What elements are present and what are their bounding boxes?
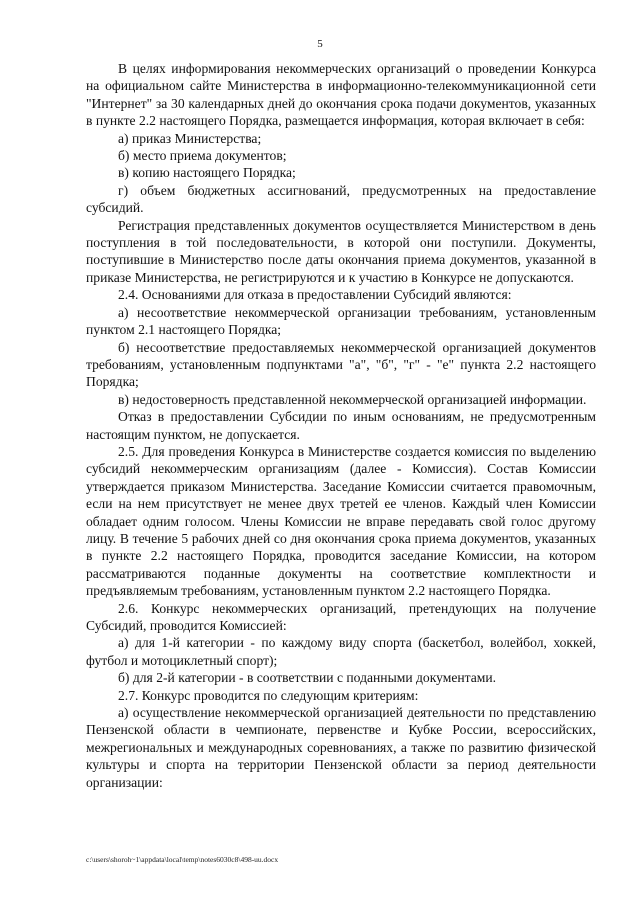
list-item-copy: в) копию настоящего Порядка; xyxy=(118,165,296,181)
list-item-order: а) приказ Министерства; xyxy=(118,130,262,146)
list-item-budget: г) объем бюджетных ассигнований, предусмотренных на предоставление субсидий. xyxy=(86,182,596,216)
list-item-refusal-a: а) несоответствие некоммерческой организации требованиям, установленным пунктом 2.1 настоящего Порядка; xyxy=(86,304,596,338)
list-item-place: б) место приема документов; xyxy=(118,148,287,164)
section-2-5: 2.5. Для проведения Конкурса в Министерстве создается комиссия по выделению субсидий некоммерческим организациям (далее - Комиссия). Состав Комиссии утверждается приказом Министерства. Заседание Комиссии считается правомочным, если на нем присутствует не менее двух третей ее членов. Каждый член Комиссии обладает одним голосом. Члены Комиссии не вправе передавать свой голос другому лицу. В течение 5 рабочих дней со дня окончания срока приема документов, указанных в пункте 2.2 настоящего Порядка, проводится заседание Комиссии, на котором рассматриваются поданные документы на соответствие комплектности и предъявляемым требованиям, установленным пунктом 2.2 настоящего Порядка. xyxy=(86,443,596,599)
section-2-4-heading: 2.4. Основаниями для отказа в предоставлении Субсидий являются: xyxy=(118,287,512,303)
footer-file-path: c:\users\shoroh~1\appdata\local\temp\notes6030c8\498-uu.docx xyxy=(86,855,279,864)
paragraph-info-intro: В целях информирования некоммерческих организаций о проведении Конкурса на официальном сайте Министерства в информационно-телекоммуникационной сети "Интернет" за 30 календарных дней до окончания срока подачи документов, указанных в пункте 2.2 настоящего Порядка, размещается информация, которая включает в себя: xyxy=(86,61,596,129)
list-item-category-1: а) для 1-й категории - по каждому виду спорта (баскетбол, волейбол, хоккей, футбол и мотоциклетный спорт); xyxy=(86,635,596,668)
list-item-refusal-b: б) несоответствие предоставляемых некоммерческой организацией документов требованиям, установленным подпунктами "а", "б", "г" - "е" пункта 2.2 настоящего Порядка; xyxy=(86,339,596,390)
paragraph-refusal-note: Отказ в предоставлении Субсидии по иным основаниям, не предусмотренным настоящим пунктом, не допускается. xyxy=(86,409,596,442)
paragraph-registration: Регистрация представленных документов осуществляется Министерством в день поступления в той последовательности, в которой они поступили. Документы, поступившие в Министерство после даты окончания приема документов, указанной в приказе Министерства, не регистрируются и к участию в Конкурсе не допускаются. xyxy=(86,217,596,285)
list-item-refusal-c: в) недостоверность представленной некоммерческой организацией информации. xyxy=(118,391,587,407)
list-item-criterion-a: а) осуществление некоммерческой организацией деятельности по представлению Пензенской области в чемпионате, первенстве и Кубке России, всероссийских, межрегиональных и международных соревнованиях, а также по развитию физической культуры и спорта на территории Пензенской области за период деятельности организации: xyxy=(86,705,596,790)
document-body xyxy=(86,60,596,791)
page-number: 5 xyxy=(317,38,323,50)
list-item-category-2: б) для 2-й категории - в соответствии с поданными документами. xyxy=(118,670,497,686)
section-2-7-heading: 2.7. Конкурс проводится по следующим критериям: xyxy=(118,687,419,703)
section-2-6-heading: 2.6. Конкурс некоммерческих организаций, претендующих на получение Субсидий, проводится Комиссией: xyxy=(86,600,596,633)
